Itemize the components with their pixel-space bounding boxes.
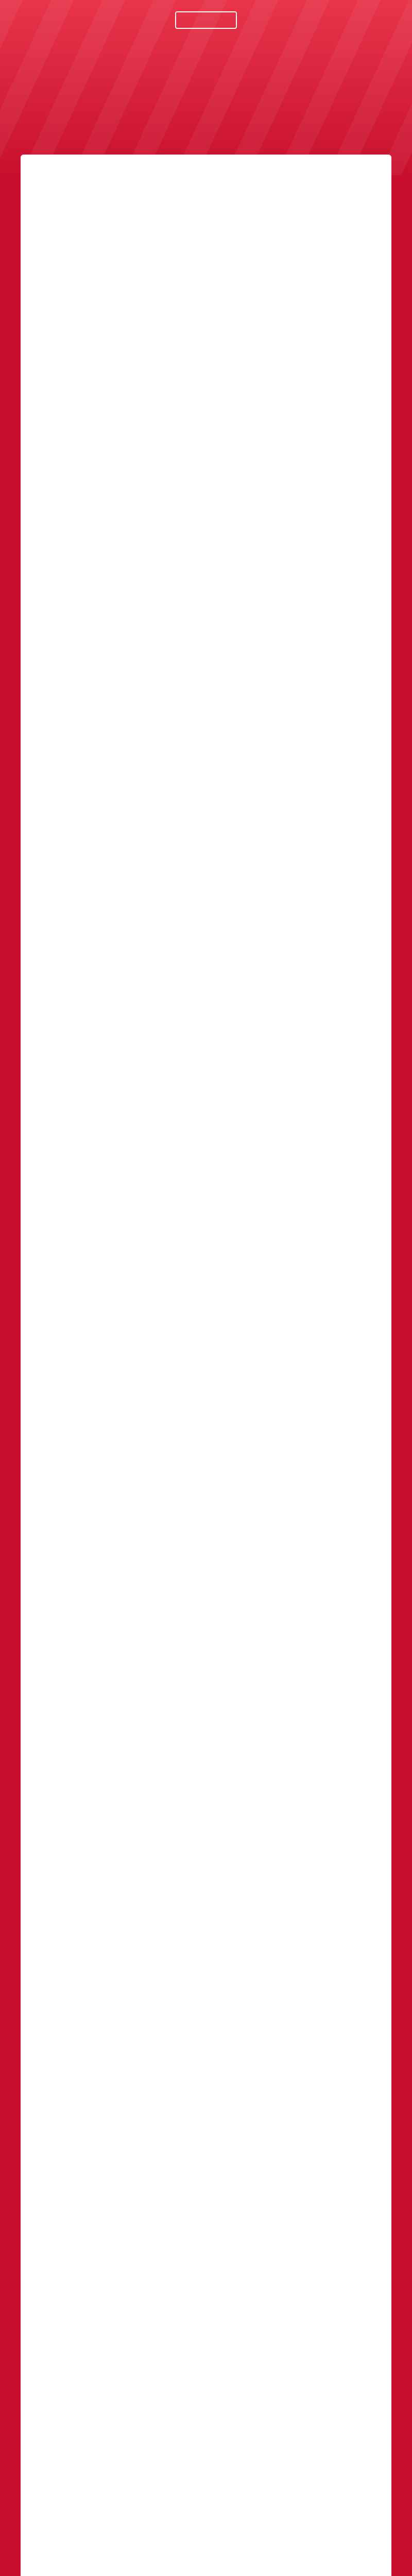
category-badge (175, 11, 237, 29)
intro-card (21, 155, 391, 258)
content-panel (21, 247, 391, 2576)
